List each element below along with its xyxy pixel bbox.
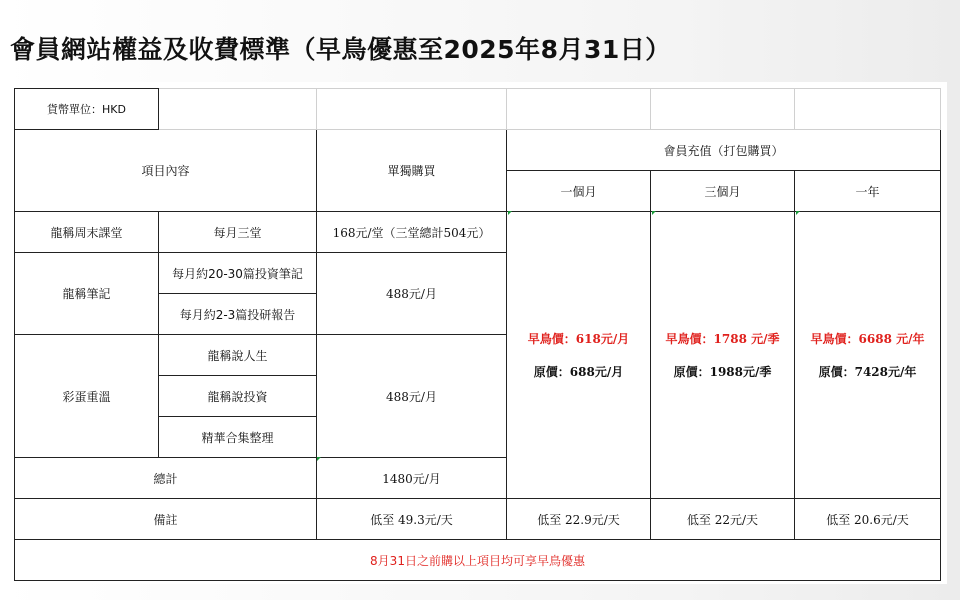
remarks-three-months: 低至 22元/天 (651, 499, 795, 540)
cell-marker-icon (317, 457, 321, 461)
cell-marker-icon (652, 211, 656, 215)
one-year-early-price: 早鳥價：6688 元/年 (810, 332, 925, 346)
member-topup-header: 會員充值（打包購買） (507, 130, 941, 171)
footer-row (15, 540, 941, 581)
one-month-original-price: 原價：688元/月 (533, 365, 624, 379)
header-row-1 (15, 130, 941, 171)
notes-price: 488元/月 (317, 253, 507, 335)
one-year-header: 一年 (795, 171, 941, 212)
bonus-detail-2: 龍稱說投資 (159, 376, 317, 417)
table-row (15, 212, 941, 253)
weekend-class-category: 龍稱周末課堂 (15, 212, 159, 253)
one-year-price-cell (795, 212, 941, 499)
bonus-detail-3: 精華合集整理 (159, 417, 317, 458)
bonus-category: 彩蛋重溫 (15, 335, 159, 458)
remarks-label: 備註 (15, 499, 317, 540)
pricing-table (14, 88, 941, 581)
total-price: 1480元/月 (317, 458, 507, 499)
empty-cell (795, 89, 941, 130)
currency-label: 貨幣單位：HKD (15, 89, 159, 130)
three-months-header: 三個月 (651, 171, 795, 212)
three-months-price-cell (651, 212, 795, 499)
one-month-header: 一個月 (507, 171, 651, 212)
total-label: 總計 (15, 458, 317, 499)
remarks-one-year: 低至 20.6元/天 (795, 499, 941, 540)
single-purchase-header: 單獨購買 (317, 130, 507, 212)
three-months-early-price: 早鳥價：1788 元/季 (665, 332, 780, 346)
page-title: 會員網站權益及收費標準（早鳥優惠至2025年8月31日） (10, 35, 671, 64)
empty-cell (317, 89, 507, 130)
cell-marker-icon (796, 211, 800, 215)
one-month-price-cell (507, 212, 651, 499)
notes-category: 龍稱筆記 (15, 253, 159, 335)
cell-marker-icon (508, 211, 512, 215)
empty-cell (159, 89, 317, 130)
three-months-original-price: 原價：1988元/季 (673, 365, 772, 379)
item-content-header: 項目內容 (15, 130, 317, 212)
bonus-price: 488元/月 (317, 335, 507, 458)
weekend-class-price: 168元/堂（三堂總計504元） (317, 212, 507, 253)
bonus-detail-1: 龍稱說人生 (159, 335, 317, 376)
remarks-single: 低至 49.3元/天 (317, 499, 507, 540)
footer-note: 8月31日之前購以上項目均可享早鳥優惠 (15, 540, 941, 581)
one-month-early-price: 早鳥價：618元/月 (527, 332, 630, 346)
notes-detail-1: 每月約20-30篇投資筆記 (159, 253, 317, 294)
one-year-original-price: 原價：7428元/年 (818, 365, 917, 379)
remarks-row (15, 499, 941, 540)
empty-cell (507, 89, 651, 130)
notes-detail-2: 每月約2-3篇投研報告 (159, 294, 317, 335)
empty-cell (651, 89, 795, 130)
weekend-class-detail: 每月三堂 (159, 212, 317, 253)
currency-row (15, 89, 941, 130)
remarks-one-month: 低至 22.9元/天 (507, 499, 651, 540)
